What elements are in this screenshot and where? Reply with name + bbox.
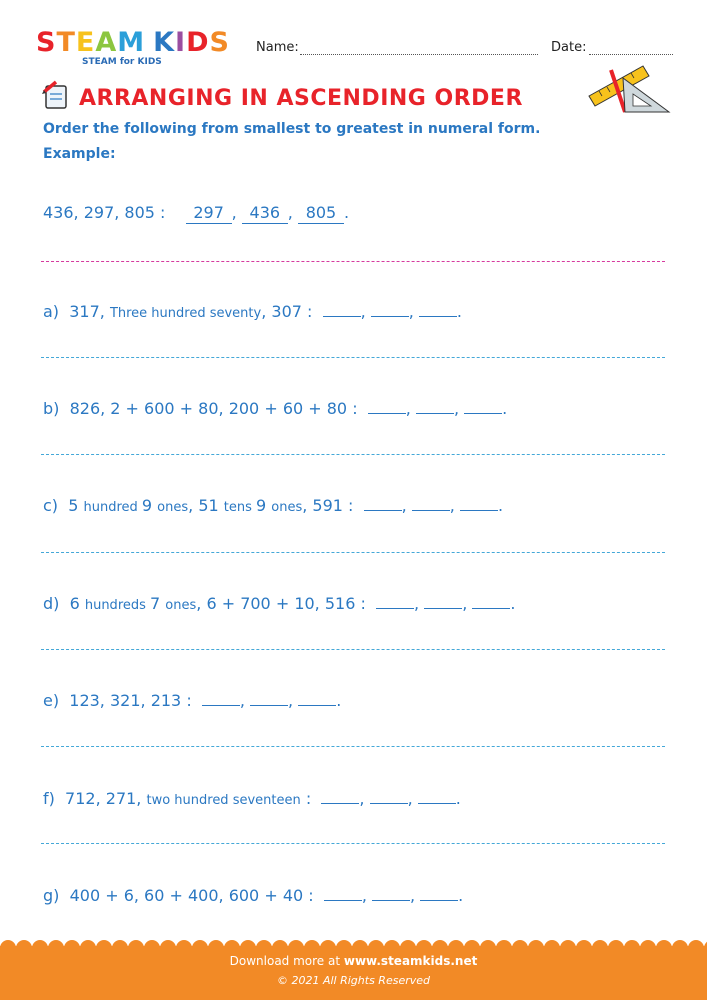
question-divider	[41, 843, 665, 844]
question-text: 7	[150, 594, 166, 613]
footer-download-line	[0, 954, 707, 968]
instruction-text: Order the following from smallest to greatest in numeral form.	[43, 121, 541, 137]
question-row: e) 123, 321, 213 : , , .	[43, 691, 342, 710]
answer-blank[interactable]	[370, 789, 408, 804]
question-divider	[41, 552, 665, 553]
logo-letter: A	[95, 27, 118, 58]
question-text: tens	[223, 500, 257, 515]
logo-letter: T	[56, 27, 76, 58]
logo-letter: E	[75, 27, 96, 58]
footer-copyright: © 2021 All Rights Reserved	[276, 974, 430, 987]
question-letter: g)	[43, 886, 60, 905]
example-answer-1: 297	[186, 203, 232, 224]
question-text: 826, 2 + 600 + 80, 200 + 60 + 80 :	[69, 399, 358, 418]
question-text: ones	[165, 598, 197, 613]
logo-letter: S	[209, 27, 230, 58]
answer-blank[interactable]	[424, 594, 462, 609]
question-text: ones	[157, 500, 189, 515]
date-field[interactable]	[589, 54, 673, 55]
answer-blank[interactable]	[419, 302, 457, 317]
logo-wordmark	[36, 28, 230, 58]
footer-site-link[interactable]: www.steamkids.net	[343, 954, 478, 968]
logo-letter: I	[175, 27, 187, 58]
date-label: Date:	[551, 40, 587, 55]
logo-letter: K	[153, 27, 176, 58]
pencil-paper-icon	[40, 80, 72, 112]
name-field[interactable]	[300, 54, 538, 55]
answer-blank[interactable]	[418, 789, 456, 804]
answer-blank[interactable]	[202, 691, 240, 706]
answer-blank[interactable]	[371, 302, 409, 317]
answer-blank[interactable]	[368, 399, 406, 414]
question-divider	[41, 454, 665, 455]
question-text: 9	[141, 496, 158, 515]
example-label: Example:	[43, 146, 116, 162]
page-title: ARRANGING IN ASCENDING ORDER	[79, 86, 523, 111]
footer-download-prefix: Download more at	[229, 954, 344, 968]
question-row: b) 826, 2 + 600 + 80, 200 + 60 + 80 : , , .	[43, 399, 508, 418]
answer-blank[interactable]	[372, 886, 410, 901]
name-label: Name:	[256, 40, 299, 55]
answer-blank[interactable]	[472, 594, 510, 609]
question-row: f) 712, 271, two hundred seventeen : , , .	[43, 789, 461, 808]
question-text: ones	[271, 500, 303, 515]
answer-blank[interactable]	[420, 886, 458, 901]
answer-blank[interactable]	[416, 399, 454, 414]
answer-blank[interactable]	[412, 496, 450, 511]
question-letter: e)	[43, 691, 60, 710]
question-text: 5	[68, 496, 84, 515]
question-row: c) 5 hundred 9 ones, 51 tens 9 ones, 591 : , , .	[43, 496, 504, 515]
question-text: , 307 :	[261, 302, 313, 321]
question-letter: f)	[43, 789, 55, 808]
steam-kids-logo	[36, 28, 236, 70]
answer-blank[interactable]	[324, 886, 362, 901]
example-answer-2: 436	[242, 203, 288, 224]
question-letter: a)	[43, 302, 60, 321]
question-text: , 591 :	[302, 496, 354, 515]
question-text: , 51	[188, 496, 224, 515]
answer-blank[interactable]	[364, 496, 402, 511]
question-letter: d)	[43, 594, 60, 613]
question-divider	[41, 357, 665, 358]
question-divider	[41, 746, 665, 747]
answer-blank[interactable]	[323, 302, 361, 317]
question-text: hundreds	[84, 598, 151, 613]
logo-letter: S	[36, 27, 57, 58]
example-prompt: 436, 297, 805 :	[43, 203, 166, 222]
answer-blank[interactable]	[250, 691, 288, 706]
question-text: two hundred seventeen	[146, 793, 301, 808]
question-text: 400 + 6, 60 + 400, 600 + 40 :	[69, 886, 314, 905]
answer-blank[interactable]	[321, 789, 359, 804]
section-divider	[41, 261, 665, 262]
question-row: d) 6 hundreds 7 ones, 6 + 700 + 10, 516 : , , .	[43, 594, 516, 613]
question-letter: c)	[43, 496, 59, 515]
logo-tagline: STEAM for KIDS	[82, 57, 162, 67]
logo-letter: M	[117, 27, 146, 58]
answer-blank[interactable]	[298, 691, 336, 706]
answer-blank[interactable]	[464, 399, 502, 414]
question-text: Three hundred seventy	[109, 306, 262, 321]
question-text: 317,	[69, 302, 110, 321]
question-row: a) 317, Three hundred seventy, 307 : , , .	[43, 302, 463, 321]
question-text: :	[300, 789, 312, 808]
question-text: hundred	[83, 500, 142, 515]
question-text: 6	[69, 594, 85, 613]
question-divider	[41, 649, 665, 650]
answer-blank[interactable]	[460, 496, 498, 511]
answer-blank[interactable]	[376, 594, 414, 609]
example-answer-3: 805	[298, 203, 344, 224]
question-letter: b)	[43, 399, 60, 418]
question-text: 9	[256, 496, 272, 515]
footer-bar	[0, 946, 707, 1000]
logo-letter: D	[186, 27, 210, 58]
question-text: 123, 321, 213 :	[69, 691, 192, 710]
question-text: 712, 271,	[65, 789, 147, 808]
question-text: , 6 + 700 + 10, 516 :	[196, 594, 366, 613]
example-row: 436, 297, 805 : 297 , 436 , 805 .	[43, 203, 350, 222]
ruler-triangle-icon	[585, 60, 675, 120]
question-row: g) 400 + 6, 60 + 400, 600 + 40 : , , .	[43, 886, 464, 905]
